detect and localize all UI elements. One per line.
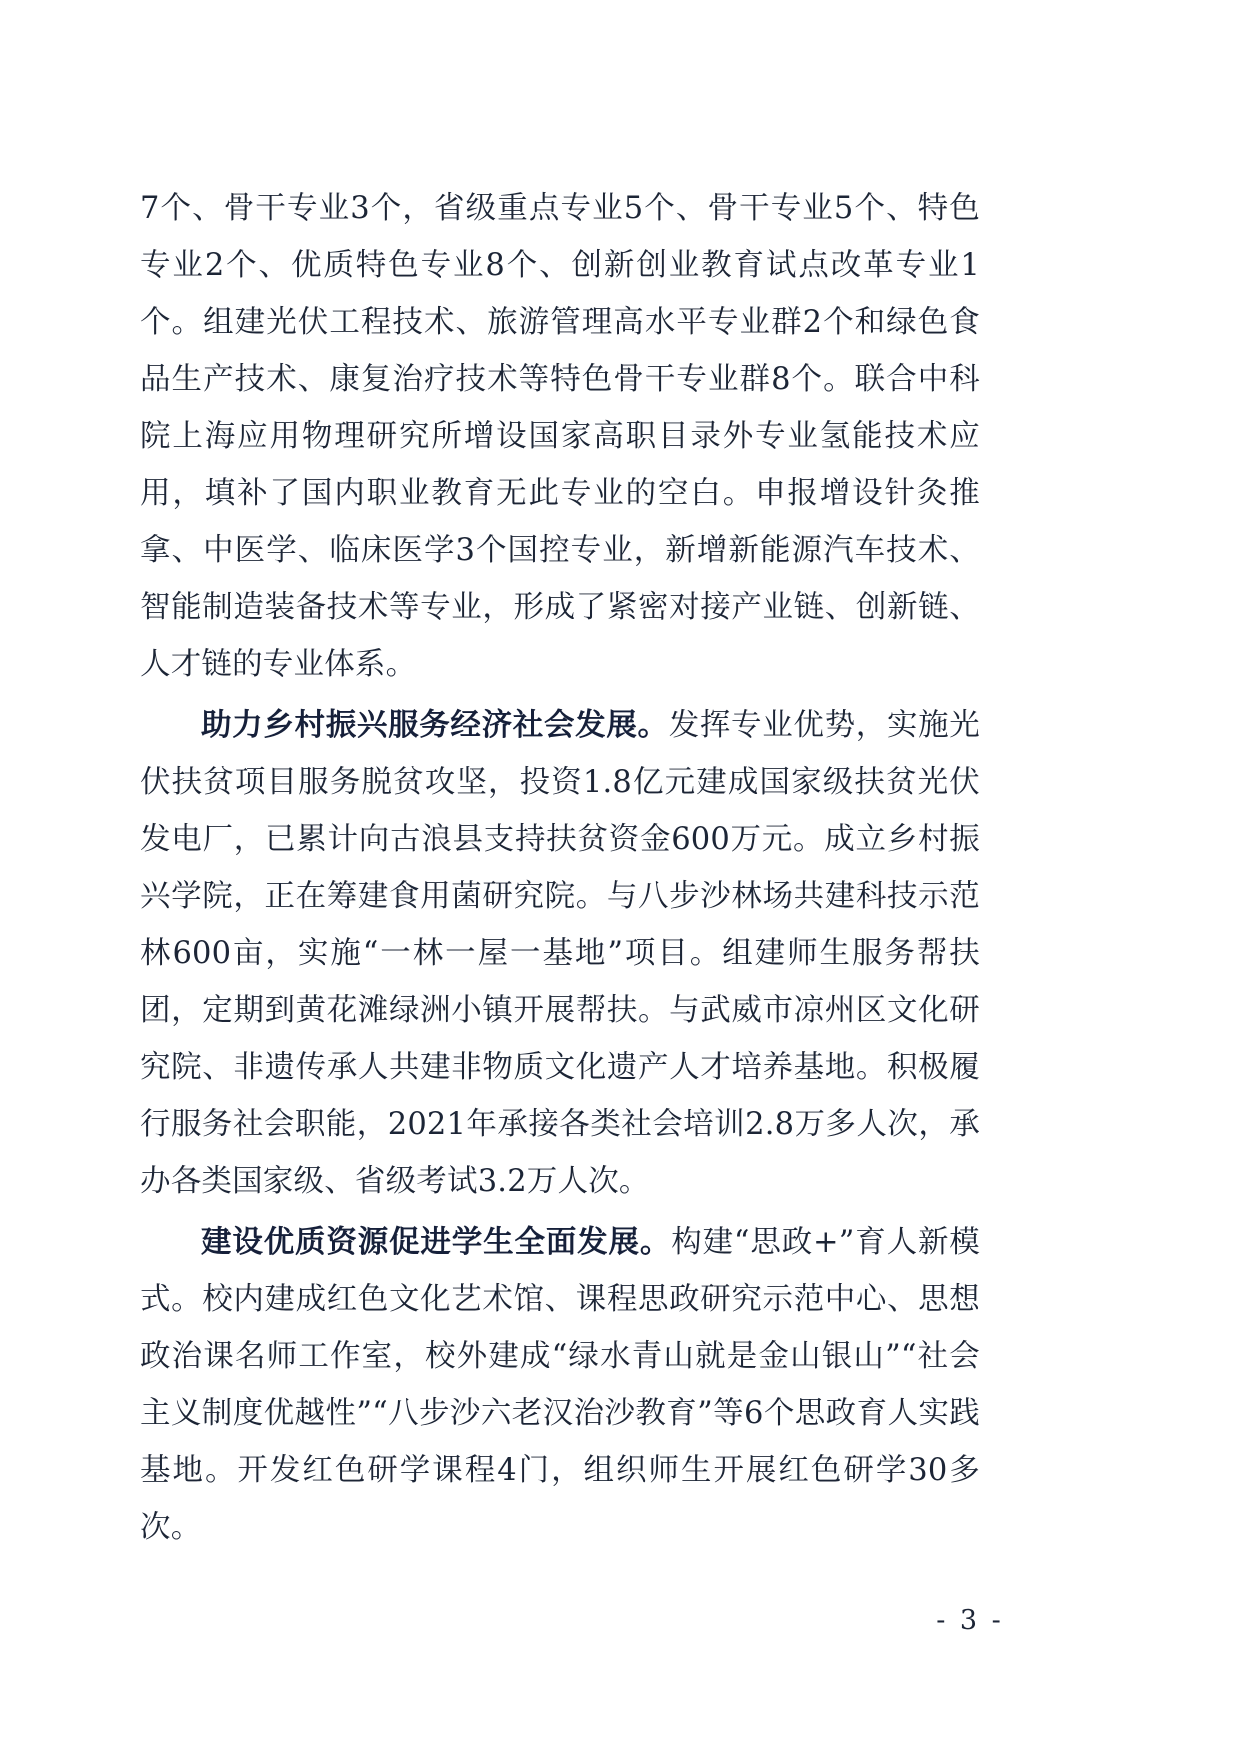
- paragraph-lead-in: 建设优质资源促进学生全面发展。: [201, 1224, 672, 1260]
- paragraph-text: 7个、骨干专业3个，省级重点专业5个、骨干专业5个、特色专业2个、优质特色专业8个、创新创业教育试点改革专业1个。组建光伏工程技术、旅游管理高水平专业群2个和绿色食品生产技术、康复治疗技术等特色骨干专业群8个。联合中科院上海应用物理研究所增设国家高职目录外专业氢能技术应用，填补了国内职业教育无此专业的空白。申报增设针灸推拿、中医学、临床医学3个国控专业，新增新能源汽车技术、智能制造装备技术等专业，形成了紧密对接产业链、创新链、人才链的专业体系。: [140, 191, 980, 682]
- paragraph-lead-in: 助力乡村振兴服务经济社会发展。: [201, 707, 669, 743]
- paragraph-rural-revitalization: [140, 697, 980, 1210]
- page-number-label: - 3 -: [936, 1605, 1004, 1636]
- paragraph-text: 发挥专业优势，实施光伏扶贫项目服务脱贫攻坚，投资1.8亿元建成国家级扶贫光伏发电厂，已累计向古浪县支持扶贫资金600万元。成立乡村振兴学院，正在筹建食用菌研究院。与八步沙林场共建科技示范林600亩，实施“一林一屋一基地”项目。组建师生服务帮扶团，定期到黄花滩绿洲小镇开展帮扶。与武威市凉州区文化研究院、非遗传承人共建非物质文化遗产人才培养基地。积极履行服务社会职能，2021年承接各类社会培训2.8万多人次，承办各类国家级、省级考试3.2万人次。: [140, 708, 980, 1199]
- page-number: [0, 1605, 1240, 1636]
- paragraph-text: 构建“思政+”育人新模式。校内建成红色文化艺术馆、课程思政研究示范中心、思想政治课名师工作室，校外建成“绿水青山就是金山银山”“社会主义制度优越性”“八步沙六老汉治沙教育”等6个思政育人实践基地。开发红色研学课程4门，组织师生开展红色研学30多次。: [140, 1225, 980, 1545]
- document-body: [140, 180, 980, 1560]
- paragraph-majors: [140, 180, 980, 693]
- paragraph-quality-resources: [140, 1214, 980, 1556]
